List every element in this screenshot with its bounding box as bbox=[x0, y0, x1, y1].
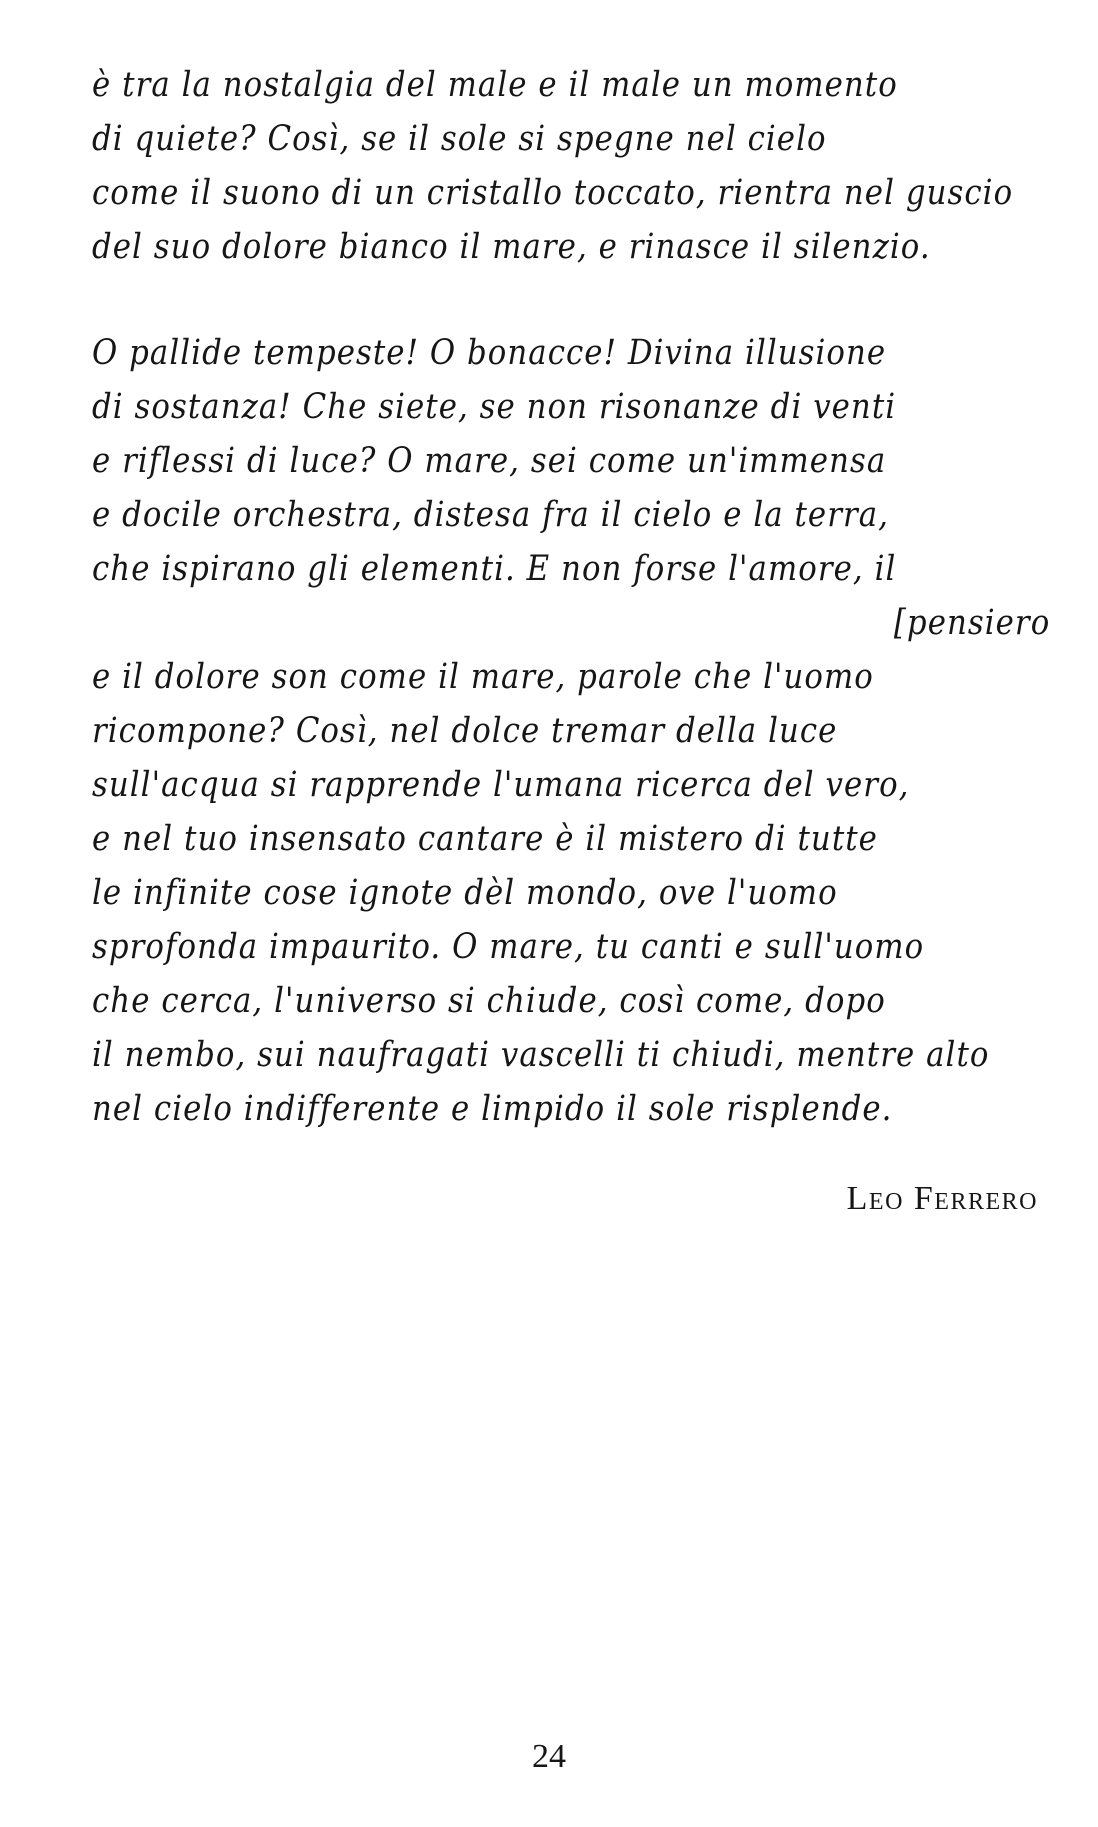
poem-line: che cerca, l'universo si chiude, così come, dopo bbox=[92, 981, 886, 1021]
poem-line: ricompone? Così, nel dolce tremar della luce bbox=[92, 711, 838, 751]
poem-line: e nel tuo insensato cantare è il mistero di tutte bbox=[92, 819, 878, 859]
poem-line: sprofonda impaurito. O mare, tu canti e sull'uomo bbox=[92, 927, 925, 967]
poem-line: che ispirano gli elementi. E non forse l'amore, il bbox=[92, 549, 897, 589]
poem-line: e riflessi di luce? O mare, sei come un'immensa bbox=[92, 441, 887, 481]
poem-line-turnover: [pensiero bbox=[893, 603, 1051, 643]
poem-line: come il suono di un cristallo toccato, rientra nel guscio bbox=[92, 173, 1014, 213]
poem-line: O pallide tempeste! O bonacce! Divina illusione bbox=[92, 333, 887, 373]
poem-line: e il dolore son come il mare, parole che l'uomo bbox=[92, 657, 874, 697]
poem-line: di sostanza! Che siete, se non risonanze di venti bbox=[92, 387, 897, 427]
page-number: 24 bbox=[532, 1738, 566, 1775]
poem-line: le infinite cose ignote dèl mondo, ove l'uomo bbox=[92, 873, 838, 913]
author-signature: Leo Ferrero bbox=[846, 1180, 1038, 1217]
poem-line: e docile orchestra, distesa fra il cielo e la terra, bbox=[92, 495, 890, 535]
poem-line: sull'acqua si rapprende l'umana ricerca del vero, bbox=[92, 765, 910, 805]
poem-line: nel cielo indifferente e limpido il sole risplende. bbox=[92, 1089, 893, 1129]
poem-line: del suo dolore bianco il mare, e rinasce il silenzio. bbox=[92, 227, 931, 267]
poem-line: è tra la nostalgia del male e il male un momento bbox=[92, 65, 898, 105]
poem-line: il nembo, sui naufragati vascelli ti chiudi, mentre alto bbox=[92, 1035, 990, 1075]
stanza-2 bbox=[92, 326, 1051, 1136]
stanza-1 bbox=[92, 58, 1042, 274]
poem-line: di quiete? Così, se il sole si spegne nel cielo bbox=[92, 119, 827, 159]
